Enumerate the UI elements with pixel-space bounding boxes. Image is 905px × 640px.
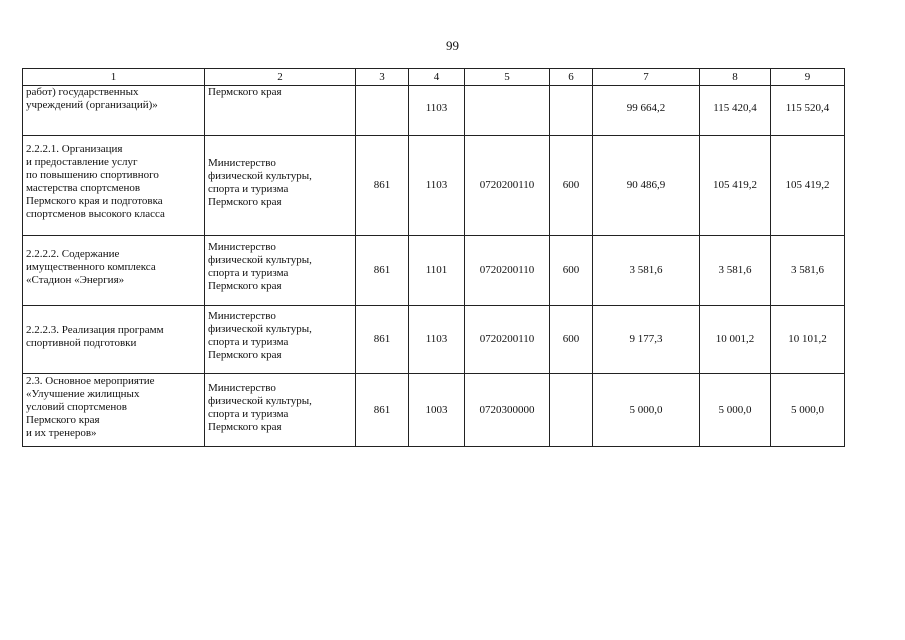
- executor-line: физической культуры,: [208, 254, 312, 266]
- executor-cell: [205, 374, 356, 447]
- header-cell-5: 5: [465, 69, 550, 86]
- table-row: [23, 86, 845, 136]
- measure-name-line: 2.2.2.1. Организация: [26, 143, 123, 155]
- header-cell-3: 3: [356, 69, 409, 86]
- executor-line: физической культуры,: [208, 323, 312, 335]
- executor-line: спорта и туризма: [208, 183, 289, 195]
- executor-line: спорта и туризма: [208, 336, 289, 348]
- section-cell: 1101: [409, 236, 465, 306]
- executor-cell: [205, 136, 356, 236]
- amount-year1-cell: 5 000,0: [593, 374, 700, 447]
- target-article-cell: [465, 86, 550, 136]
- measure-name-line: и предоставление услуг: [26, 156, 138, 168]
- header-cell-1: 1: [23, 69, 205, 86]
- amount-year2-cell: 3 581,6: [700, 236, 771, 306]
- header-cell-6: 6: [550, 69, 593, 86]
- target-article-cell: 0720200110: [465, 306, 550, 374]
- executor-line: Министерство: [208, 157, 276, 169]
- amount-year3-cell: 5 000,0: [771, 374, 845, 447]
- amount-year1-cell: 3 581,6: [593, 236, 700, 306]
- header-cell-8: 8: [700, 69, 771, 86]
- measure-name-line: имущественного комплекса: [26, 261, 156, 273]
- measure-name-line: и их тренеров»: [26, 427, 97, 439]
- executor-line: Пермского края: [208, 349, 282, 361]
- measure-name-cell: [23, 136, 205, 236]
- executor-line: физической культуры,: [208, 395, 312, 407]
- header-cell-4: 4: [409, 69, 465, 86]
- header-cell-7: 7: [593, 69, 700, 86]
- measure-name-cell: [23, 86, 205, 136]
- expense-type-cell: 600: [550, 236, 593, 306]
- executor-line: физической культуры,: [208, 170, 312, 182]
- measure-name-cell: [23, 236, 205, 306]
- executor-line: Пермского края: [208, 196, 282, 208]
- grbs-cell: 861: [356, 136, 409, 236]
- measure-name-line: Пермского края: [26, 414, 100, 426]
- expense-type-cell: [550, 374, 593, 447]
- executor-line: Министерство: [208, 310, 276, 322]
- table-row: [23, 374, 845, 447]
- grbs-cell: 861: [356, 374, 409, 447]
- executor-cell: [205, 86, 356, 136]
- amount-year2-cell: 5 000,0: [700, 374, 771, 447]
- executor-line: Министерство: [208, 382, 276, 394]
- amount-year3-cell: 115 520,4: [771, 86, 845, 136]
- executor-cell: [205, 236, 356, 306]
- table-row: [23, 236, 845, 306]
- expense-type-cell: 600: [550, 306, 593, 374]
- executor-line: Министерство: [208, 241, 276, 253]
- section-cell: 1103: [409, 86, 465, 136]
- grbs-cell: 861: [356, 306, 409, 374]
- table-row: [23, 306, 845, 374]
- header-cell-2: 2: [205, 69, 356, 86]
- target-article-cell: 0720200110: [465, 236, 550, 306]
- measure-name-line: «Улучшение жилищных: [26, 388, 140, 400]
- amount-year3-cell: 105 419,2: [771, 136, 845, 236]
- executor-line: Пермского края: [208, 421, 282, 433]
- target-article-cell: 0720300000: [465, 374, 550, 447]
- section-cell: 1103: [409, 306, 465, 374]
- amount-year1-cell: 99 664,2: [593, 86, 700, 136]
- expense-type-cell: 600: [550, 136, 593, 236]
- measure-name-cell: [23, 374, 205, 447]
- measure-name-line: 2.2.2.2. Содержание: [26, 248, 120, 260]
- grbs-cell: [356, 86, 409, 136]
- measure-name-line: учреждений (организаций)»: [26, 99, 158, 111]
- amount-year2-cell: 105 419,2: [700, 136, 771, 236]
- grbs-cell: 861: [356, 236, 409, 306]
- section-cell: 1103: [409, 136, 465, 236]
- measure-name-line: спортсменов высокого класса: [26, 208, 165, 220]
- header-row: [23, 69, 845, 86]
- page-number: 99: [446, 38, 459, 53]
- amount-year1-cell: 90 486,9: [593, 136, 700, 236]
- amount-year3-cell: 3 581,6: [771, 236, 845, 306]
- executor-line: спорта и туризма: [208, 408, 289, 420]
- measure-name-line: Пермского края и подготовка: [26, 195, 163, 207]
- executor-line: спорта и туризма: [208, 267, 289, 279]
- target-article-cell: 0720200110: [465, 136, 550, 236]
- measure-name-cell: [23, 306, 205, 374]
- measure-name-line: «Стадион «Энергия»: [26, 274, 125, 286]
- measure-name-line: условий спортсменов: [26, 401, 127, 413]
- executor-line: Пермского края: [208, 86, 282, 98]
- amount-year2-cell: 115 420,4: [700, 86, 771, 136]
- measure-name-line: спортивной подготовки: [26, 337, 137, 349]
- header-cell-9: 9: [771, 69, 845, 86]
- amount-year3-cell: 10 101,2: [771, 306, 845, 374]
- executor-cell: [205, 306, 356, 374]
- table-row: [23, 136, 845, 236]
- section-cell: 1003: [409, 374, 465, 447]
- measure-name-line: мастерства спортсменов: [26, 182, 141, 194]
- budget-table: [22, 68, 845, 447]
- expense-type-cell: [550, 86, 593, 136]
- measure-name-line: 2.2.2.3. Реализация программ: [26, 324, 164, 336]
- measure-name-line: работ) государственных: [26, 86, 139, 98]
- measure-name-line: 2.3. Основное мероприятие: [26, 375, 155, 387]
- measure-name-line: по повышению спортивного: [26, 169, 159, 181]
- executor-line: Пермского края: [208, 280, 282, 292]
- amount-year1-cell: 9 177,3: [593, 306, 700, 374]
- amount-year2-cell: 10 001,2: [700, 306, 771, 374]
